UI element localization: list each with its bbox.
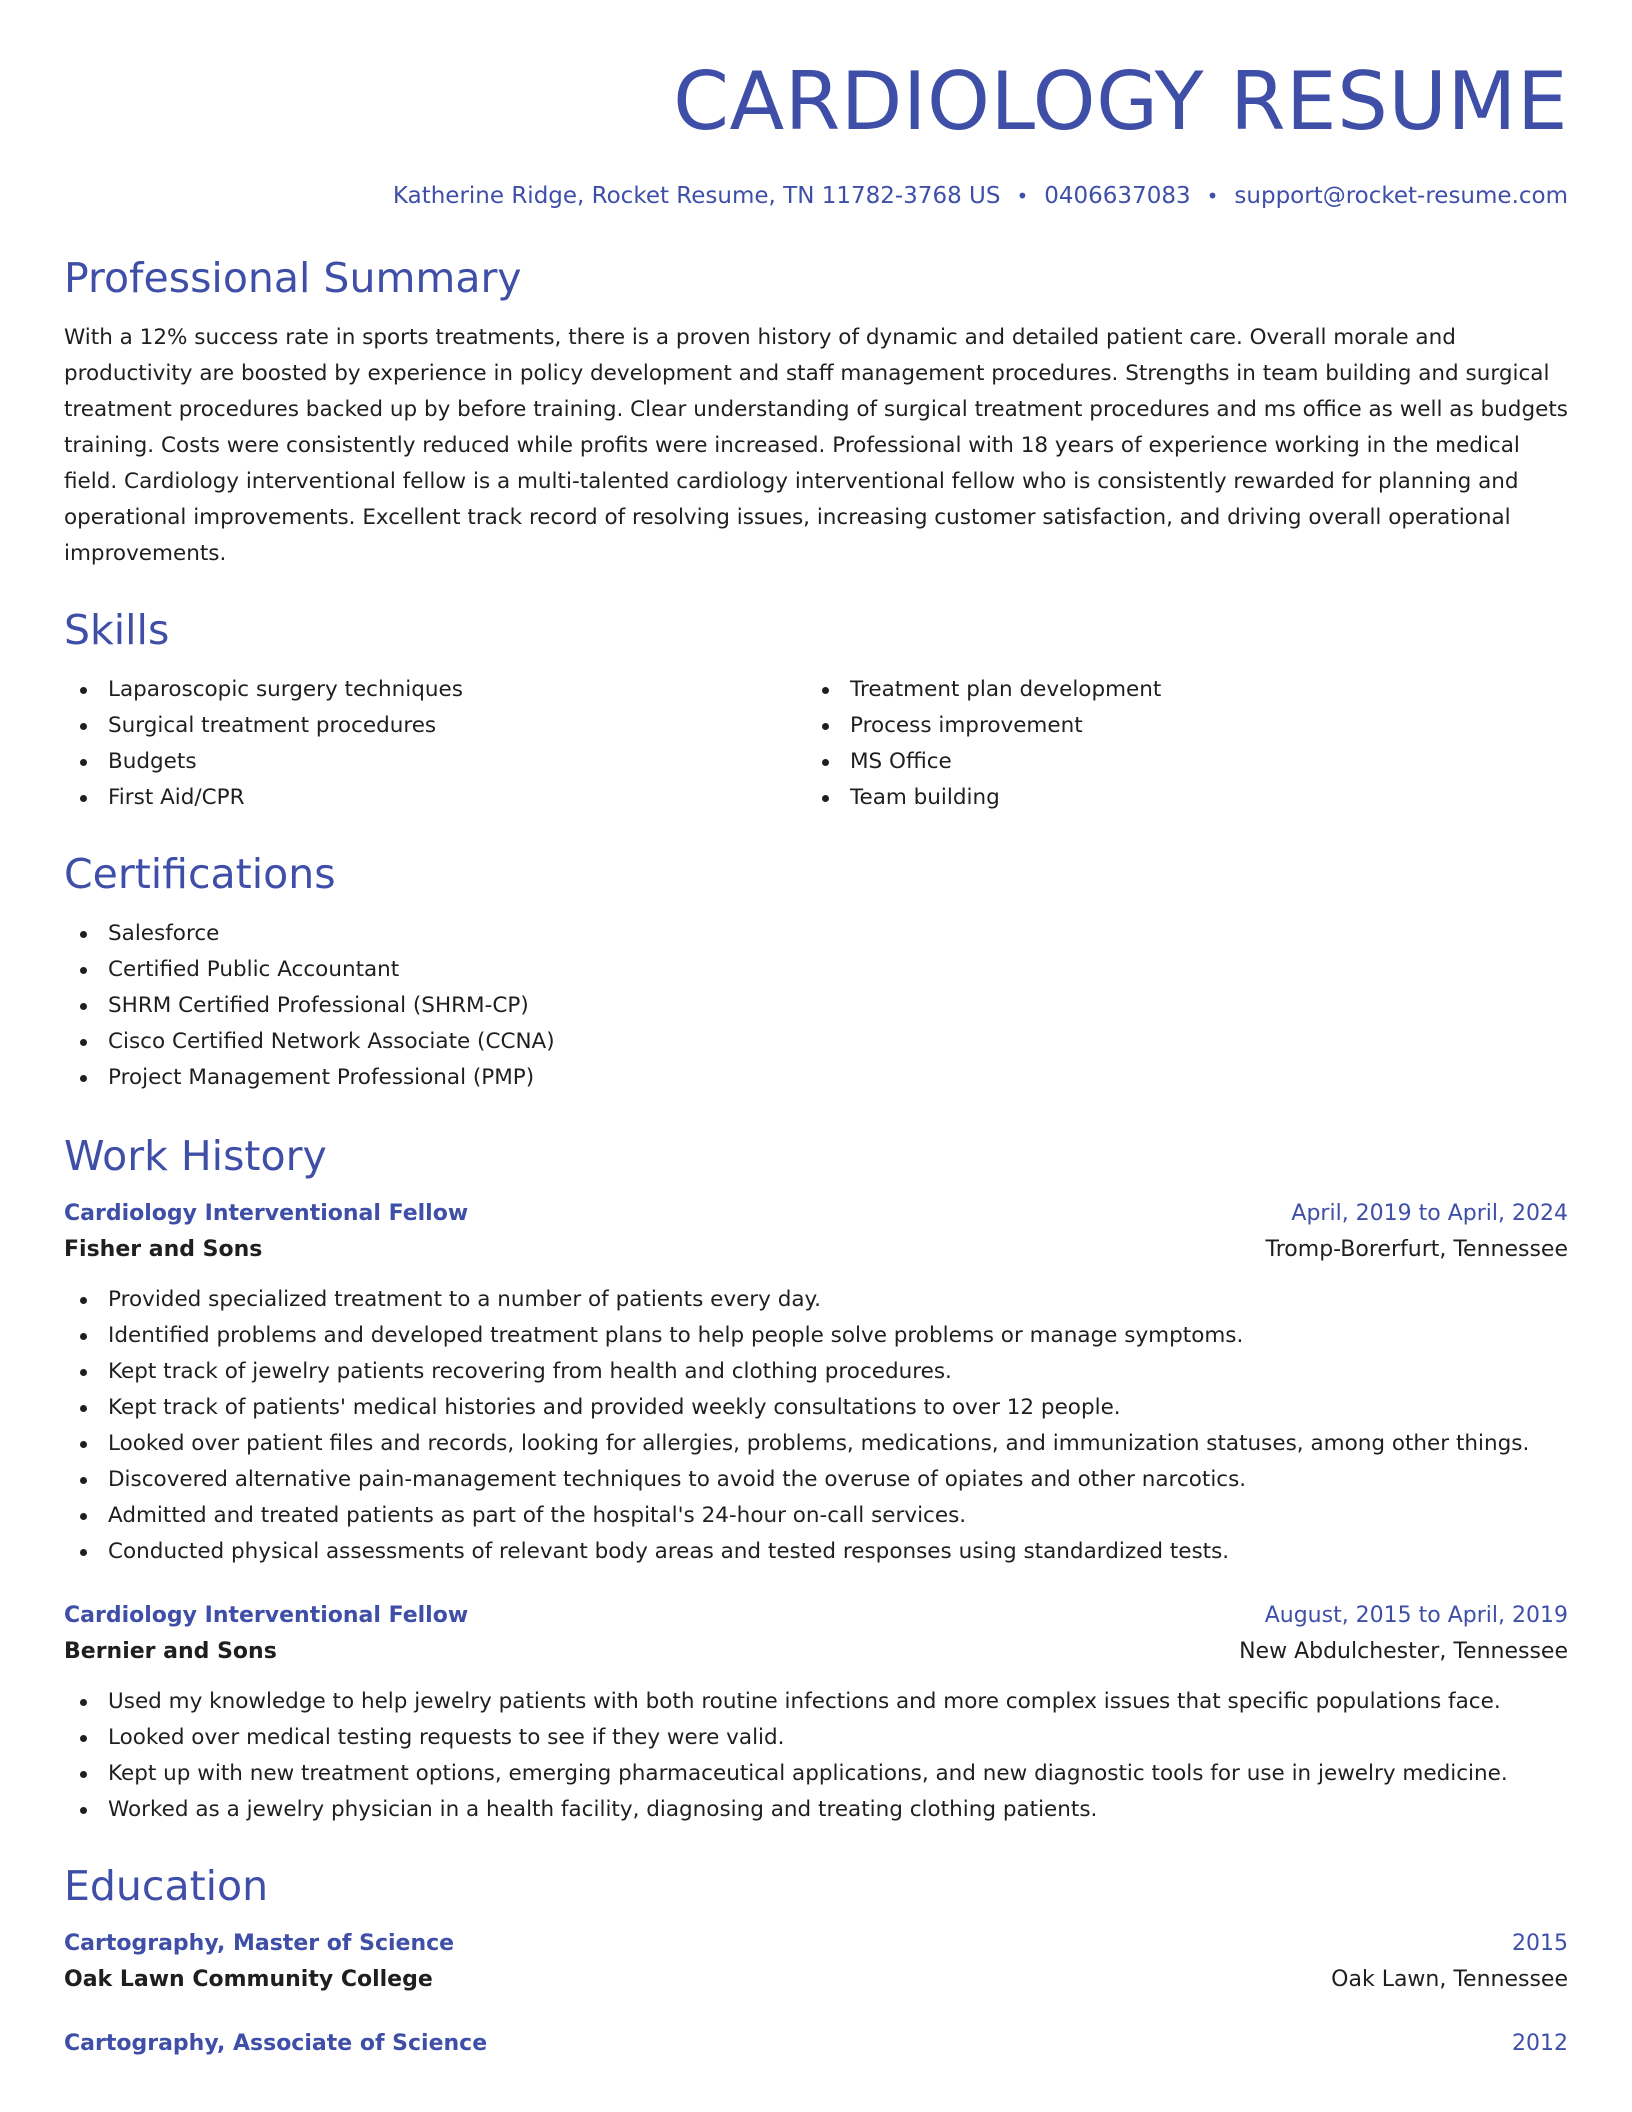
job-location: New Abdulchester, Tennessee — [1239, 1639, 1568, 1664]
resume-title: CARDIOLOGY RESUME — [673, 55, 1568, 148]
job-header — [64, 1598, 1568, 1634]
skill-item: MS Office — [806, 744, 1548, 780]
work-history-heading: Work History — [64, 1132, 327, 1180]
job-company: Fisher and Sons — [64, 1237, 263, 1262]
education-entry — [64, 2026, 1568, 2062]
job-title: Cardiology Interventional Fellow — [64, 1603, 469, 1628]
certifications-list — [64, 916, 1568, 1096]
job-location: Tromp-Borerfurt, Tennessee — [1265, 1237, 1568, 1262]
skill-item: First Aid/CPR — [64, 780, 806, 816]
job-bullet: Looked over patient files and records, looking for allergies, problems, medications, and immunization statuses, among other things. — [64, 1426, 1568, 1462]
skill-item: Budgets — [64, 744, 806, 780]
certifications-heading: Certifications — [64, 850, 336, 898]
job-subheader — [64, 1634, 1568, 1670]
job-bullet: Identified problems and developed treatment plans to help people solve problems or manage symptoms. — [64, 1318, 1568, 1354]
education-heading: Education — [64, 1862, 269, 1910]
education-year: 2015 — [1512, 1931, 1568, 1956]
contact-address: Katherine Ridge, Rocket Resume, TN 11782-3768 US — [392, 183, 1001, 209]
certification-item: SHRM Certified Professional (SHRM-CP) — [64, 988, 1568, 1024]
education-subheader — [64, 1962, 1568, 1998]
job-bullet: Kept track of jewelry patients recovering from health and clothing procedures. — [64, 1354, 1568, 1390]
contact-separator: • — [1206, 184, 1219, 208]
job-bullet: Kept track of patients' medical histories and provided weekly consultations to over 12 people. — [64, 1390, 1568, 1426]
skill-item: Team building — [806, 780, 1548, 816]
job-title: Cardiology Interventional Fellow — [64, 1201, 469, 1226]
job-bullet: Discovered alternative pain-management techniques to avoid the overuse of opiates and other narcotics. — [64, 1462, 1568, 1498]
education-header — [64, 1926, 1568, 1962]
contact-separator: • — [1016, 184, 1029, 208]
summary-heading: Professional Summary — [64, 254, 522, 302]
job-header — [64, 1196, 1568, 1232]
education-school: Oak Lawn Community College — [64, 1967, 433, 1992]
job-bullets — [64, 1684, 1568, 1828]
job-entry — [64, 1598, 1568, 1828]
job-bullet: Admitted and treated patients as part of the hospital's 24-hour on-call services. — [64, 1498, 1568, 1534]
job-bullet: Provided specialized treatment to a number of patients every day. — [64, 1282, 1568, 1318]
job-company: Bernier and Sons — [64, 1639, 277, 1664]
education-degree: Cartography, Master of Science — [64, 1931, 455, 1956]
certification-item: Project Management Professional (PMP) — [64, 1060, 1568, 1096]
job-subheader — [64, 1232, 1568, 1268]
education-degree: Cartography, Associate of Science — [64, 2031, 488, 2056]
certification-item: Certified Public Accountant — [64, 952, 1568, 988]
skills-column-left — [64, 672, 806, 816]
skill-item: Treatment plan development — [806, 672, 1548, 708]
job-entry — [64, 1196, 1568, 1570]
job-bullet: Looked over medical testing requests to see if they were valid. — [64, 1720, 1568, 1756]
contact-phone: 0406637083 — [1044, 183, 1191, 209]
skill-item: Laparoscopic surgery techniques — [64, 672, 806, 708]
job-bullets — [64, 1282, 1568, 1570]
job-dates: August, 2015 to April, 2019 — [1264, 1603, 1568, 1628]
education-entry — [64, 1926, 1568, 1998]
job-bullet: Kept up with new treatment options, emerging pharmaceutical applications, and new diagnostic tools for use in jewelry medicine. — [64, 1756, 1568, 1792]
summary-text: With a 12% success rate in sports treatments, there is a proven history of dynamic and detailed patient care. Overall morale and productivity are boosted by experience in policy development and staff management procedures. Strengths in team building and surgical treatment procedures backed up by before training. Clear understanding of surgical treatment procedures and ms office as well as budgets training. Costs were consistently reduced while profits were increased. Professional with 18 years of experience working in the medical field. Cardiology interventional fellow is a multi-talented cardiology interventional fellow who is consistently rewarded for planning and operational improvements. Excellent track record of resolving issues, increasing customer satisfaction, and driving overall operational improvements. — [64, 325, 1568, 566]
contact-line — [64, 180, 1568, 212]
education-location: Oak Lawn, Tennessee — [1331, 1967, 1568, 1992]
skills-list — [64, 672, 1568, 816]
job-bullet: Worked as a jewelry physician in a health facility, diagnosing and treating clothing patients. — [64, 1792, 1568, 1828]
skill-item: Surgical treatment procedures — [64, 708, 806, 744]
certification-item: Salesforce — [64, 916, 1568, 952]
job-bullet: Used my knowledge to help jewelry patients with both routine infections and more complex issues that specific populations face. — [64, 1684, 1568, 1720]
contact-email: support@rocket-resume.com — [1234, 183, 1568, 209]
job-dates: April, 2019 to April, 2024 — [1291, 1201, 1568, 1226]
skills-column-right — [806, 672, 1548, 816]
job-bullet: Conducted physical assessments of relevant body areas and tested responses using standardized tests. — [64, 1534, 1568, 1570]
skill-item: Process improvement — [806, 708, 1548, 744]
education-year: 2012 — [1512, 2031, 1568, 2056]
education-header — [64, 2026, 1568, 2062]
skills-heading: Skills — [64, 606, 170, 654]
certification-item: Cisco Certified Network Associate (CCNA) — [64, 1024, 1568, 1060]
